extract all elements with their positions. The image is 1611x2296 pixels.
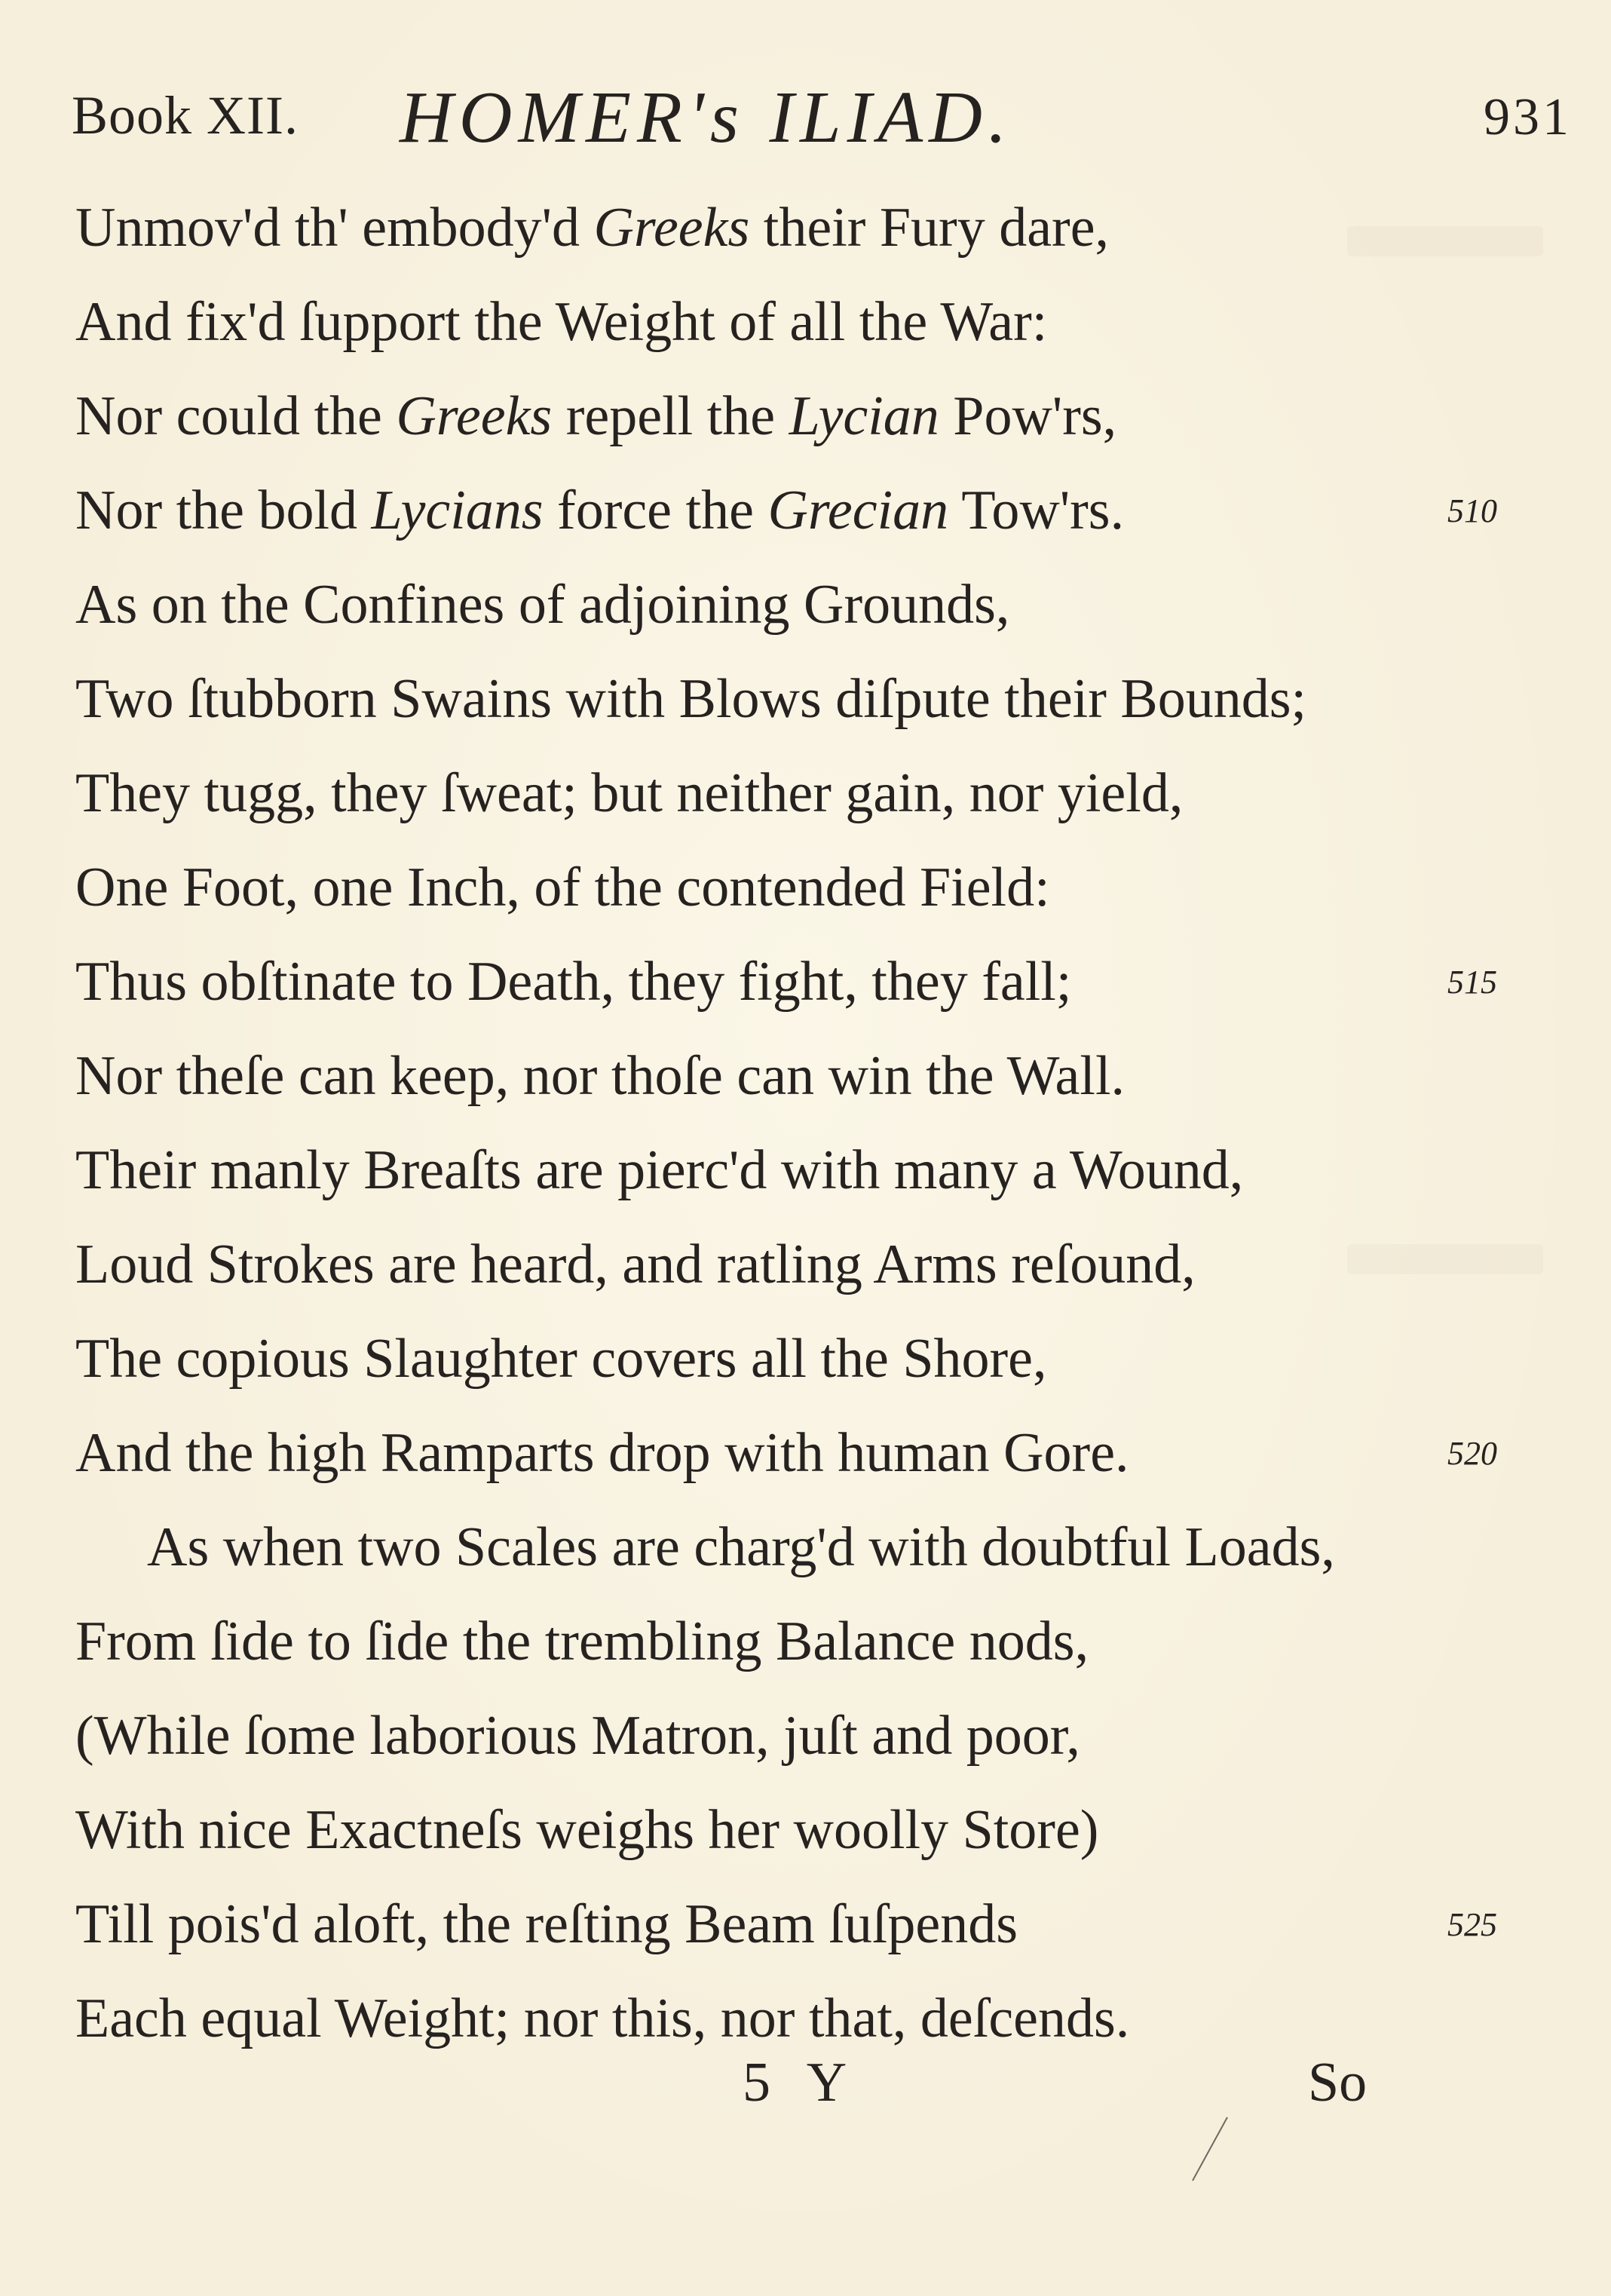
verse-text: With nice Exactneſs weighs her woolly Store) — [75, 1799, 1099, 1861]
verse-line — [75, 1878, 1497, 1972]
verse-text: From ſide to ſide the trembling Balance nods, — [75, 1611, 1089, 1672]
verse-line — [75, 652, 1357, 746]
verse-line — [75, 558, 1357, 652]
verse-text: Nor could the — [75, 385, 397, 447]
line-number: 515 — [1447, 964, 1497, 1001]
verse-italic-name: Lycian — [789, 385, 939, 447]
verse-italic-name: Greeks — [396, 385, 553, 447]
page-footer — [0, 2051, 1611, 2134]
verse-text: repell the — [552, 385, 789, 447]
running-header — [72, 75, 1572, 158]
verse-block — [75, 181, 1497, 2066]
verse-text: Tow'rs. — [948, 480, 1125, 541]
verse-line — [75, 1312, 1357, 1406]
verse-line — [75, 1029, 1357, 1123]
verse-text: The copious Slaughter covers all the Shore, — [75, 1328, 1047, 1390]
verse-line — [75, 369, 1357, 464]
verse-line — [75, 1501, 1357, 1595]
line-number: 520 — [1447, 1435, 1497, 1472]
verse-line — [75, 464, 1497, 558]
verse-text: Thus obſtinate to Death, they fight, they fall; — [75, 951, 1072, 1013]
verse-line — [75, 181, 1357, 275]
verse-line — [75, 1783, 1357, 1878]
verse-text: Loud Strokes are heard, and ratling Arms reſound, — [75, 1234, 1196, 1295]
show-through-shadow — [1347, 1244, 1543, 1274]
verse-text: Nor theſe can keep, nor thoſe can win the Wall. — [75, 1045, 1126, 1107]
verse-text: Their manly Breaſts are pierc'd with many a Wound, — [75, 1139, 1244, 1201]
line-number: 510 — [1447, 492, 1497, 529]
verse-line — [75, 935, 1497, 1029]
verse-text: As on the Confines of adjoining Grounds, — [75, 574, 1010, 636]
verse-line — [75, 841, 1357, 935]
pencil-stroke-mark — [1184, 2111, 1244, 2187]
verse-text: And fix'd ſupport the Weight of all the War: — [75, 291, 1048, 353]
verse-line — [75, 746, 1357, 841]
verse-line — [75, 1123, 1357, 1218]
verse-text: force the — [543, 480, 768, 541]
verse-text: Each equal Weight; nor this, nor that, deſcends. — [75, 1988, 1130, 2049]
verse-text: And the high Ramparts drop with human Gore. — [75, 1422, 1129, 1484]
verse-italic-name: Lycians — [371, 480, 544, 541]
verse-line — [75, 1689, 1357, 1783]
verse-italic-name: Greeks — [593, 197, 750, 259]
show-through-shadow — [1347, 226, 1543, 256]
catchword: So — [1308, 2052, 1368, 2114]
line-number: 525 — [1447, 1906, 1497, 1943]
verse-line — [75, 275, 1357, 369]
book-label: Book XII. — [72, 85, 299, 146]
verse-line — [75, 1406, 1497, 1501]
verse-text: Unmov'd th' embody'd — [75, 197, 594, 259]
verse-text: (While ſome laborious Matron, juſt and poor, — [75, 1705, 1080, 1767]
verse-line — [75, 1595, 1357, 1689]
verse-text: They tugg, they ſweat; but neither gain, nor yield, — [75, 762, 1184, 824]
verse-text: One Foot, one Inch, of the contended Field: — [75, 857, 1050, 918]
verse-line — [75, 1218, 1357, 1312]
running-title: HOMER's ILIAD. — [400, 77, 1013, 158]
verse-text: Till pois'd aloft, the reſting Beam ſuſpends — [75, 1893, 1018, 1955]
page-number: 931 — [1484, 88, 1572, 146]
verse-text: As when two Scales are charg'd with doubtful Loads, — [147, 1516, 1335, 1578]
verse-italic-name: Grecian — [767, 480, 949, 541]
signature-mark: 5 Y — [743, 2052, 859, 2114]
verse-text: their Fury dare, — [749, 197, 1110, 259]
verse-text: Nor the bold — [75, 480, 372, 541]
verse-text: Pow'rs, — [939, 385, 1117, 447]
verse-text: Two ſtubborn Swains with Blows diſpute their Bounds; — [75, 668, 1307, 730]
